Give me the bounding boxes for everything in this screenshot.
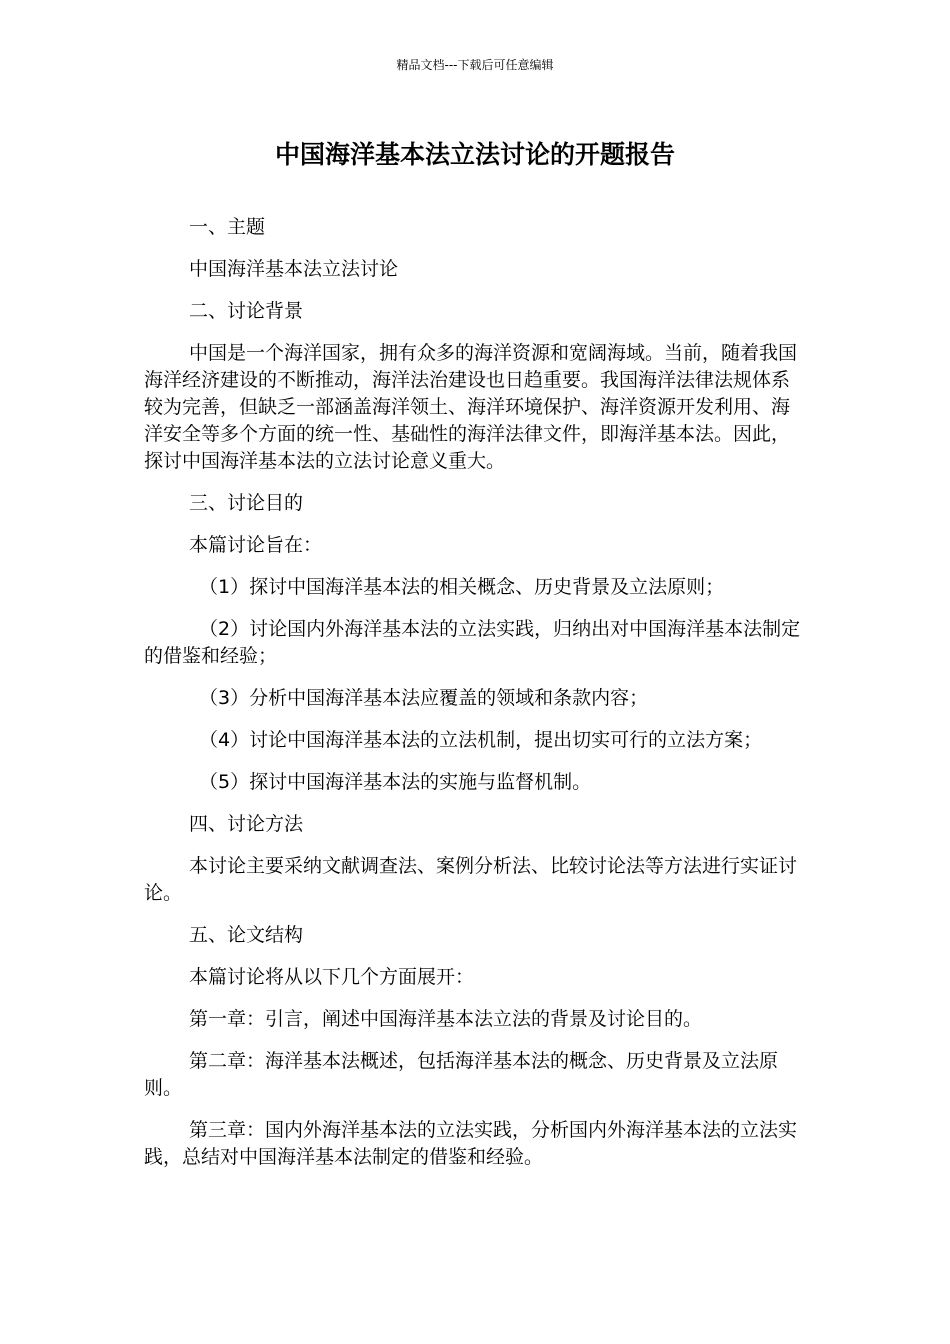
background-paragraph: 中国是一个海洋国家，拥有众多的海洋资源和宽阔海域。当前，随着我国海洋经济建设的不断推动，海洋法治建设也日趋重要。我国海洋法律法规体系较为完善，但缺乏一部涵盖海洋领土、海洋环境保护、海洋资源开发利用、海洋安全等多个方面的统一性、基础性的海洋法律文件，即海洋基本法。因此，探讨中国海洋基本法的立法讨论意义重大。 bbox=[144, 342, 798, 472]
topic-text: 中国海洋基本法立法讨论 bbox=[189, 258, 399, 280]
section-heading-structure: 五、论文结构 bbox=[189, 924, 304, 946]
purpose-item-1: （1）探讨中国海洋基本法的相关概念、历史背景及立法原则； bbox=[199, 576, 725, 598]
purpose-item-2: （2）讨论国内外海洋基本法的立法实践，归纳出对中国海洋基本法制定的借鉴和经验； bbox=[144, 618, 801, 667]
chapter-3-summary: 第三章：国内外海洋基本法的立法实践，分析国内外海洋基本法的立法实践，总结对中国海洋基本法制定的借鉴和经验。 bbox=[144, 1119, 798, 1168]
purpose-item-4: （4）讨论中国海洋基本法的立法机制，提出切实可行的立法方案； bbox=[199, 729, 763, 751]
chapter-2-summary: 第二章：海洋基本法概述，包括海洋基本法的概念、历史背景及立法原则。 bbox=[144, 1050, 779, 1099]
document-title: 中国海洋基本法立法讨论的开题报告 bbox=[274, 140, 675, 169]
structure-intro: 本篇讨论将从以下几个方面展开： bbox=[189, 966, 475, 988]
document-body bbox=[144, 214, 806, 1186]
header-note: 精品文档---下载后可任意编辑 bbox=[396, 58, 554, 72]
purpose-item-5: （5）探讨中国海洋基本法的实施与监督机制。 bbox=[199, 771, 592, 793]
chapter-1-summary: 第一章：引言，阐述中国海洋基本法立法的背景及讨论目的。 bbox=[189, 1008, 703, 1030]
purpose-item-3: （3）分析中国海洋基本法应覆盖的领域和条款内容； bbox=[199, 687, 649, 709]
section-heading-topic: 一、主题 bbox=[189, 216, 266, 238]
section-heading-purpose: 三、讨论目的 bbox=[189, 492, 304, 514]
section-heading-method: 四、讨论方法 bbox=[189, 813, 304, 835]
purpose-intro: 本篇讨论旨在： bbox=[189, 534, 323, 556]
section-heading-background: 二、讨论背景 bbox=[189, 300, 304, 322]
method-paragraph: 本讨论主要采纳文献调查法、案例分析法、比较讨论法等方法进行实证讨论。 bbox=[144, 855, 798, 904]
